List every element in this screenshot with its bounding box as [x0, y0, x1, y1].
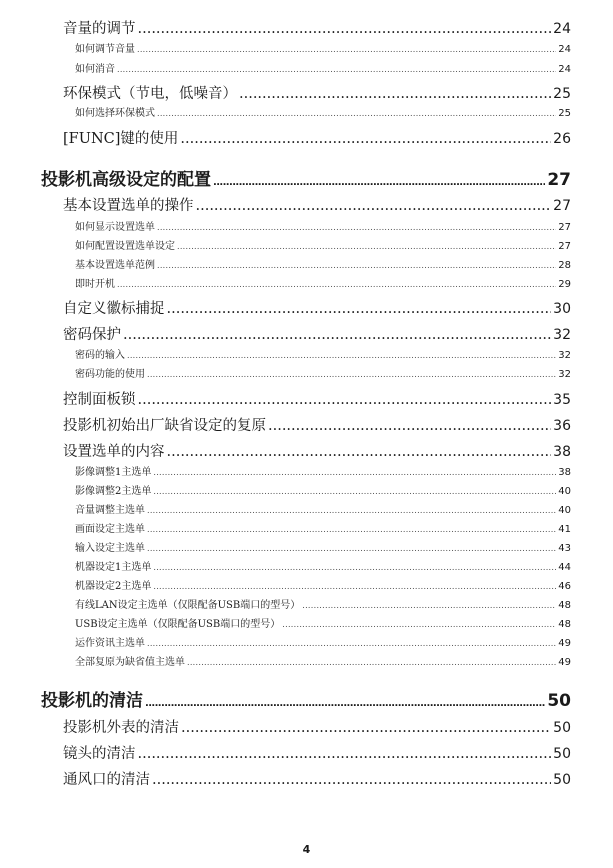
dot-leader [157, 109, 556, 118]
toc-entry-title: 环保模式（节电，低噪音） [63, 86, 237, 102]
toc-subsection [75, 346, 571, 361]
dot-leader [213, 177, 545, 188]
toc-entry-title: 机器设定2主选单 [75, 581, 152, 592]
toc-entry-page: 40 [558, 486, 571, 497]
dot-leader [196, 198, 552, 214]
toc-entry-title: USB设定主选单（仅限配备USB端口的型号） [75, 619, 281, 630]
toc-subsection [75, 596, 571, 611]
toc-entry-page: 41 [558, 524, 571, 535]
toc-entry-title: 影像调整2主选单 [75, 486, 152, 497]
toc-section [63, 297, 571, 318]
toc-entry-page: 49 [558, 638, 571, 649]
toc-section [63, 194, 571, 215]
toc-subsection [75, 539, 571, 554]
toc-section [63, 388, 571, 409]
toc-entry-page: 40 [558, 505, 571, 516]
toc-entry-page: 26 [553, 131, 571, 147]
toc-subsection [75, 482, 571, 497]
toc-entry-page: 24 [558, 64, 571, 75]
toc-entry-title: 投影机外表的清洁 [63, 720, 179, 736]
toc-entry-page: 50 [553, 720, 571, 736]
toc-entry-page: 30 [553, 301, 571, 317]
toc-entry-title: 运作资讯主选单 [75, 638, 145, 649]
toc-entry-title: 输入设定主选单 [75, 543, 145, 554]
dot-leader [137, 45, 556, 54]
dot-leader [167, 444, 552, 460]
dot-leader [127, 351, 556, 360]
toc-entry-page: 24 [553, 21, 571, 37]
toc-chapter [41, 165, 571, 190]
toc-entry-title: 影像调整1主选单 [75, 467, 152, 478]
toc-entry-page: 28 [558, 260, 571, 271]
dot-leader [147, 370, 556, 379]
dot-leader [167, 301, 552, 317]
toc-subsection [75, 237, 571, 252]
dot-leader [138, 746, 552, 762]
toc-entry-page: 43 [558, 543, 571, 554]
toc-entry-page: 27 [553, 198, 571, 214]
toc-subsection [75, 218, 571, 233]
toc-subsection [75, 653, 571, 668]
toc-section [63, 323, 571, 344]
toc-entry-page: 49 [558, 657, 571, 668]
toc-entry-title: 音量调整主选单 [75, 505, 145, 516]
toc-entry-title: 通风口的清洁 [63, 772, 150, 788]
dot-leader [177, 242, 556, 251]
dot-leader [282, 620, 556, 629]
toc-entry-title: 机器设定1主选单 [75, 562, 152, 573]
toc-chapter [41, 686, 571, 711]
dot-leader [117, 280, 556, 289]
dot-leader [153, 582, 556, 591]
dot-leader [152, 772, 551, 788]
toc-section [63, 82, 571, 103]
toc-subsection [75, 104, 571, 119]
toc-entry-page: 25 [558, 108, 571, 119]
dot-leader [153, 468, 556, 477]
page-number: 4 [302, 843, 311, 856]
dot-leader [268, 418, 551, 434]
toc-subsection [75, 520, 571, 535]
toc-entry-page: 32 [553, 327, 571, 343]
toc-entry-title: 投影机高级设定的配置 [41, 170, 211, 190]
dot-leader [239, 86, 551, 102]
toc-section [63, 440, 571, 461]
toc-subsection [75, 463, 571, 478]
toc-entry-title: 基本设置选单范例 [75, 260, 155, 271]
toc-entry-title: 控制面板锁 [63, 392, 136, 408]
toc-entry-page: 27 [547, 170, 571, 190]
toc-entry-title: [FUNC]键的使用 [63, 131, 179, 147]
toc-subsection [75, 40, 571, 55]
toc-entry-title: 投影机的清洁 [41, 691, 143, 711]
toc-entry-title: 设置选单的内容 [63, 444, 165, 460]
toc-entry-page: 50 [553, 772, 571, 788]
toc-entry-title: 如何消音 [75, 64, 115, 75]
dot-leader [157, 261, 556, 270]
toc-entry-page: 46 [558, 581, 571, 592]
toc-entry-title: 即时开机 [75, 279, 115, 290]
toc-entry-page: 32 [558, 350, 571, 361]
toc-entry-title: 密码的输入 [75, 350, 125, 361]
toc-section [63, 414, 571, 435]
toc-entry-title: 有线LAN设定主选单（仅限配备USB端口的型号） [75, 600, 301, 611]
toc-entry-page: 48 [558, 600, 571, 611]
toc-subsection [75, 634, 571, 649]
dot-leader [147, 639, 556, 648]
dot-leader [302, 601, 556, 610]
toc-section [63, 127, 571, 148]
dot-leader [157, 223, 556, 232]
dot-leader [147, 544, 556, 553]
dot-leader [153, 563, 556, 572]
toc-subsection [75, 501, 571, 516]
toc-entry-page: 48 [558, 619, 571, 630]
toc-entry-title: 投影机初始出厂缺省设定的复原 [63, 418, 266, 434]
dot-leader [187, 658, 556, 667]
toc-section [63, 17, 571, 38]
toc-entry-page: 50 [547, 691, 571, 711]
toc-entry-page: 38 [553, 444, 571, 460]
toc-entry-title: 如何配置设置选单设定 [75, 241, 175, 252]
toc-entry-page: 38 [558, 467, 571, 478]
toc-section [63, 742, 571, 763]
toc-entry-page: 44 [558, 562, 571, 573]
dot-leader [147, 506, 556, 515]
toc-entry-title: 自定义徽标捕捉 [63, 301, 165, 317]
toc-entry-title: 画面设定主选单 [75, 524, 145, 535]
toc-entry-title: 密码保护 [63, 327, 121, 343]
toc-entry-title: 基本设置选单的操作 [63, 198, 194, 214]
toc-entry-title: 镜头的清洁 [63, 746, 136, 762]
dot-leader [138, 392, 552, 408]
toc-entry-page: 27 [558, 241, 571, 252]
toc-entry-page: 50 [553, 746, 571, 762]
toc-entry-page: 27 [558, 222, 571, 233]
toc-entry-title: 如何选择环保模式 [75, 108, 155, 119]
toc-subsection [75, 577, 571, 592]
toc-subsection [75, 60, 571, 75]
dot-leader [138, 21, 552, 37]
dot-leader [153, 487, 556, 496]
toc-subsection [75, 365, 571, 380]
toc-entry-title: 密码功能的使用 [75, 369, 145, 380]
toc-subsection [75, 558, 571, 573]
dot-leader [147, 525, 556, 534]
dot-leader [117, 65, 556, 74]
toc-entry-title: 如何显示设置选单 [75, 222, 155, 233]
dot-leader [180, 131, 551, 147]
dot-leader [123, 327, 551, 343]
toc-section [63, 716, 571, 737]
dot-leader [145, 698, 545, 709]
toc-subsection [75, 275, 571, 290]
dot-leader [181, 720, 551, 736]
toc-entry-page: 25 [553, 86, 571, 102]
toc-subsection [75, 615, 571, 630]
toc-entry-title: 如何调节音量 [75, 44, 135, 55]
toc-entry-title: 全部复原为缺省值主选单 [75, 657, 185, 668]
toc-section [63, 768, 571, 789]
toc-entry-page: 24 [558, 44, 571, 55]
toc-subsection [75, 256, 571, 271]
toc-entry-page: 29 [558, 279, 571, 290]
toc-entry-page: 32 [558, 369, 571, 380]
toc-entry-title: 音量的调节 [63, 21, 136, 37]
toc-entry-page: 35 [553, 392, 571, 408]
toc-entry-page: 36 [553, 418, 571, 434]
